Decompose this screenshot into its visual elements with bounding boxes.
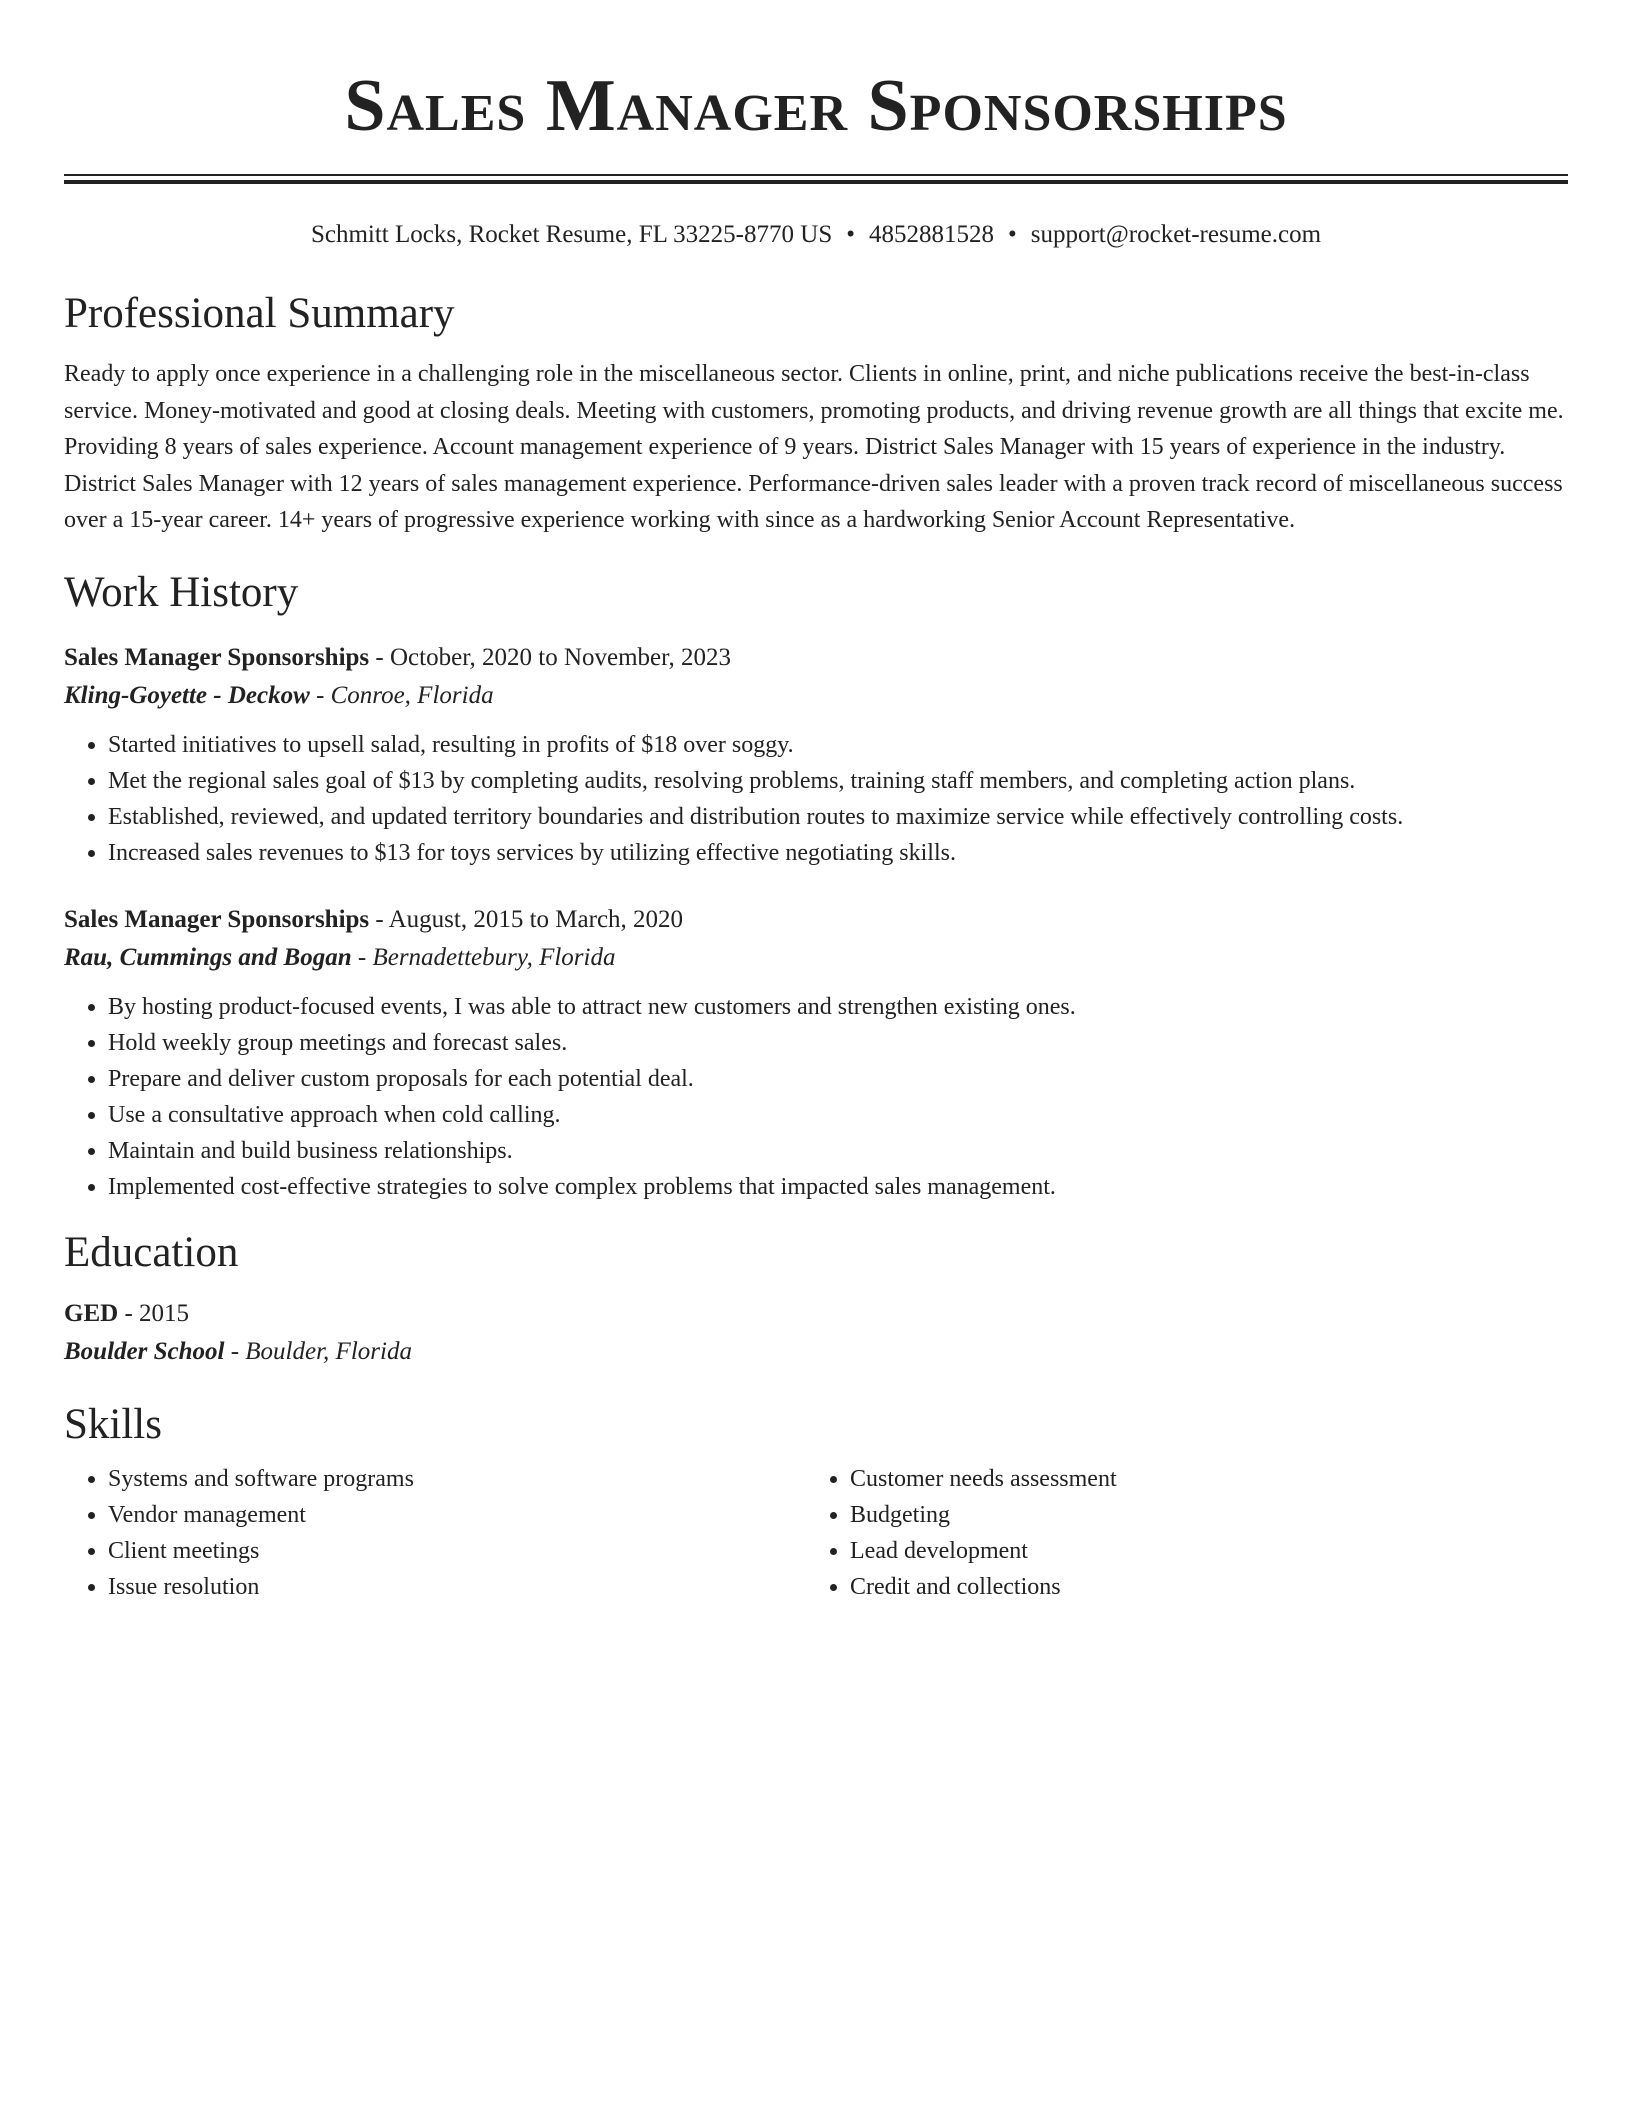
education-heading: Education bbox=[64, 1228, 239, 1276]
job-title-line bbox=[64, 639, 1568, 677]
skill-item: • Credit and collections bbox=[850, 1569, 1548, 1605]
skills-list bbox=[806, 1461, 1548, 1605]
job-dates: - August, 2015 to March, 2020 bbox=[369, 905, 684, 933]
job-location: - Conroe, Florida bbox=[309, 681, 494, 709]
job-title-line bbox=[64, 901, 1568, 939]
skill-item: • Client meetings bbox=[108, 1533, 806, 1569]
job-bullet: • Established, reviewed, and updated territory boundaries and distribution routes to maximize service while effectively controlling costs. bbox=[108, 799, 1568, 835]
job-location: - Bernadettebury, Florida bbox=[351, 943, 616, 971]
skill-item: • Customer needs assessment bbox=[850, 1461, 1548, 1497]
education-school-line bbox=[64, 1333, 1568, 1371]
job-bullet: • Increased sales revenues to $13 for toys services by utilizing effective negotiating skills. bbox=[108, 835, 1568, 871]
skill-item: • Budgeting bbox=[850, 1497, 1548, 1533]
job-bullet: • Prepare and deliver custom proposals for each potential deal. bbox=[108, 1061, 1568, 1097]
skills-column-right bbox=[806, 1461, 1548, 1605]
skill-item: • Vendor management bbox=[108, 1497, 806, 1533]
job-company-line bbox=[64, 677, 1568, 715]
education-year: - 2015 bbox=[118, 1299, 190, 1327]
contact-address: Schmitt Locks, Rocket Resume, FL 33225-8770 US bbox=[310, 221, 833, 248]
job-bullets bbox=[64, 727, 1568, 871]
work-history-section bbox=[64, 567, 1568, 1205]
header-divider bbox=[64, 174, 1568, 184]
summary-heading: Professional Summary bbox=[64, 290, 455, 337]
job-bullet: • Met the regional sales goal of $13 by completing audits, resolving problems, training staff members, and completing action plans. bbox=[108, 763, 1568, 799]
education-location: - Boulder, Florida bbox=[224, 1337, 412, 1365]
skill-item: • Lead development bbox=[850, 1533, 1548, 1569]
job-bullet: • Maintain and build business relationships. bbox=[108, 1133, 1568, 1169]
job-title: Sales Manager Sponsorships bbox=[64, 905, 370, 933]
contact-email: support@rocket-resume.com bbox=[1030, 221, 1322, 248]
summary-text: Ready to apply once experience in a challenging role in the miscellaneous sector. Clients in online, print, and niche publications receive the best-in-class service. Money-motivated and good at closing deals. Meeting with customers, promoting products, and driving revenue growth are all things that excite me. Providing 8 years of sales experience. Account management experience of 9 years. District Sales Manager with 15 years of experience in the industry. District Sales Manager with 12 years of sales management experience. Performance-driven sales leader with a proven track record of miscellaneous success over a 15-year career. 14+ years of progressive experience working with since as a hardworking Senior Account Representative. bbox=[64, 361, 1564, 533]
skills-grid bbox=[64, 1461, 1568, 1605]
contact-line bbox=[64, 218, 1568, 252]
education-degree: GED bbox=[64, 1299, 119, 1327]
job-company: Rau, Cummings and Bogan bbox=[64, 943, 352, 971]
contact-separator: • bbox=[846, 221, 855, 248]
skills-section bbox=[64, 1399, 1568, 1605]
job-bullet: • Started initiatives to upsell salad, resulting in profits of $18 over soggy. bbox=[108, 727, 1568, 763]
job-company: Kling-Goyette - Deckow bbox=[64, 681, 310, 709]
candidate-name: Sales Manager Sponsorships bbox=[344, 65, 1288, 147]
skill-item: • Issue resolution bbox=[108, 1569, 806, 1605]
skills-column-left bbox=[64, 1461, 806, 1605]
skills-heading: Skills bbox=[64, 1400, 162, 1448]
skills-list bbox=[64, 1461, 806, 1605]
contact-separator: • bbox=[1007, 221, 1017, 248]
job-bullets bbox=[64, 989, 1568, 1205]
job-entry bbox=[64, 639, 1568, 871]
job-title: Sales Manager Sponsorships bbox=[64, 643, 370, 671]
job-bullet: • By hosting product-focused events, I was able to attract new customers and strengthen existing ones. bbox=[108, 989, 1568, 1025]
job-entry bbox=[64, 901, 1568, 1205]
summary-section bbox=[64, 288, 1568, 539]
job-dates: - October, 2020 to November, 2023 bbox=[369, 643, 731, 671]
job-company-line bbox=[64, 939, 1568, 977]
contact-phone: 4852881528 bbox=[868, 221, 994, 248]
job-bullet: • Hold weekly group meetings and forecast sales. bbox=[108, 1025, 1568, 1061]
education-entry bbox=[64, 1295, 1568, 1371]
work-history-heading: Work History bbox=[64, 568, 299, 616]
education-degree-line bbox=[64, 1295, 1568, 1333]
education-school: Boulder School bbox=[64, 1337, 225, 1365]
education-section bbox=[64, 1227, 1568, 1371]
job-bullet: • Implemented cost-effective strategies to solve complex problems that impacted sales management. bbox=[108, 1169, 1568, 1205]
job-bullet: • Use a consultative approach when cold calling. bbox=[108, 1097, 1568, 1133]
skill-item: • Systems and software programs bbox=[108, 1461, 806, 1497]
